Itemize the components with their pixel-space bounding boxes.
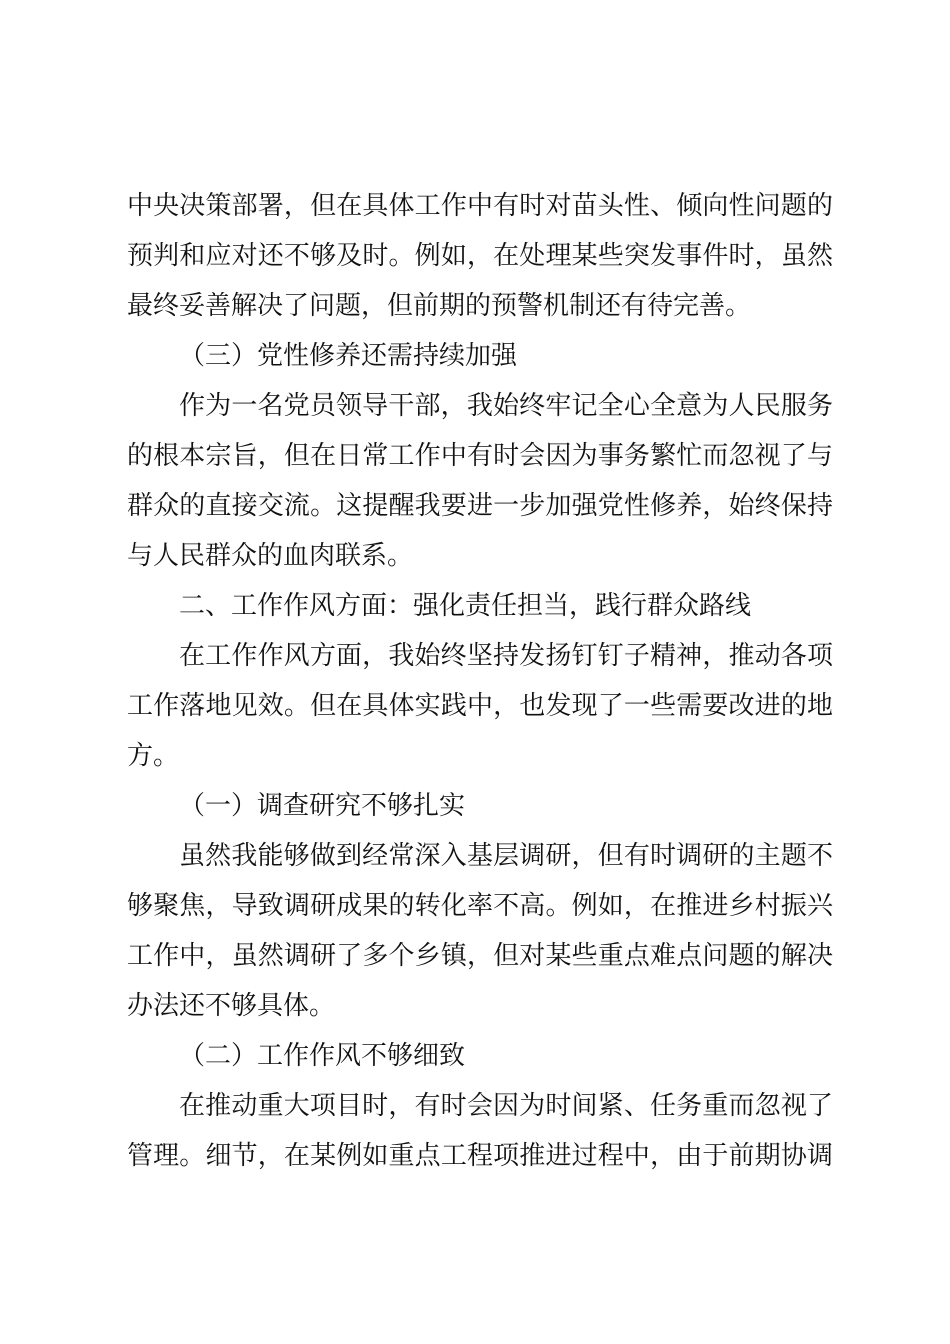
section-heading: （一）调查研究不够扎实: [179, 791, 466, 821]
section-heading: （三）党性修养还需持续加强: [179, 341, 518, 371]
section-heading: （二）工作作风不够细致: [179, 1041, 466, 1071]
paragraph-line: 的根本宗旨，但在日常工作中有时会因为事务繁忙而忽视了与: [127, 441, 833, 471]
paragraph-line: 最终妥善解决了问题，但前期的预警机制还有待完善。: [127, 291, 752, 321]
document-body: [127, 181, 833, 1181]
paragraph-line: 预判和应对还不够及时。例如，在处理某些突发事件时，虽然: [127, 241, 833, 271]
paragraph-line: 管理。细节，在某例如重点工程项推进过程中，由于前期协调: [127, 1141, 833, 1171]
paragraph-line: 群众的直接交流。这提醒我要进一步加强党性修养，始终保持: [127, 491, 833, 521]
paragraph-line: 虽然我能够做到经常深入基层调研，但有时调研的主题不: [179, 841, 833, 871]
section-heading: 二、工作作风方面：强化责任担当，践行群众路线: [179, 591, 752, 621]
paragraph-line: 方。: [127, 741, 180, 771]
paragraph-line: 办法还不够具体。: [127, 991, 336, 1021]
paragraph-line: 作为一名党员领导干部，我始终牢记全心全意为人民服务: [179, 391, 833, 421]
paragraph-line: 中央决策部署，但在具体工作中有时对苗头性、倾向性问题的: [127, 191, 833, 221]
paragraph-line: 工作落地见效。但在具体实践中，也发现了一些需要改进的地: [127, 691, 833, 721]
paragraph-line: 工作中，虽然调研了多个乡镇，但对某些重点难点问题的解决: [127, 941, 833, 971]
paragraph-line: 与人民群众的血肉联系。: [127, 541, 414, 571]
paragraph-line: 够聚焦，导致调研成果的转化率不高。例如，在推进乡村振兴: [127, 891, 833, 921]
paragraph-line: 在工作作风方面，我始终坚持发扬钉钉子精神，推动各项: [179, 641, 833, 671]
paragraph-line: 在推动重大项目时，有时会因为时间紧、任务重而忽视了: [179, 1091, 833, 1121]
